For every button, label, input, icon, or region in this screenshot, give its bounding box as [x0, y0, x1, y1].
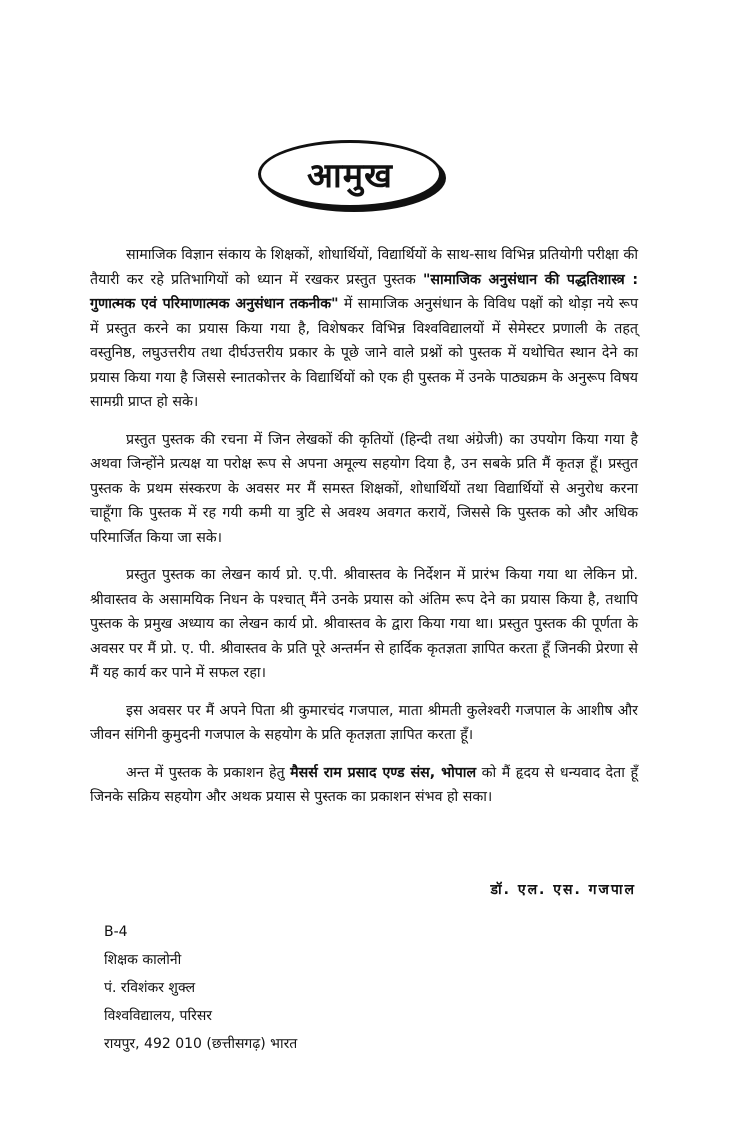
paragraph-2: प्रस्तुत पुस्तक की रचना में जिन लेखकों की कृतियों (हिन्दी तथा अंग्रेजी) का उपयोग किया गया है अथवा जिन्होंने प्रत्यक्ष या परोक्ष रूप से अपना अमूल्य सहयोग दिया है, उन सबके प्रति मैं कृतज्ञ हूँ। प्रस्तुत पुस्तक के प्रथम संस्करण के अवसर मर मैं समस्त शिक्षकों, शोधार्थियों तथा विद्यार्थियों से अनुरोध करना चाहूँगा कि पुस्तक में रह गयी कमी या त्रुटि से अवश्य अवगत करायें, जिससे कि पुस्तक को और अधिक परिमार्जित किया जा सके। [90, 431, 638, 546]
paragraph-3: प्रस्तुत पुस्तक का लेखन कार्य प्रो. ए.पी. श्रीवास्तव के निर्देशन में प्रारंभ किया गया था लेकिन प्रो. श्रीवास्तव के असामयिक निधन के पश्चात् मैंने उनके प्रयास को अंतिम रूप देने का प्रयास किया है, तथापि पुस्तक के प्रमुख अध्याय का लेखन कार्य प्रो. श्रीवास्तव के द्वारा किया गया था। प्रस्तुत पुस्तक की पूर्णता के अवसर पर मैं प्रो. ए. पी. श्रीवास्तव के प्रति पूरे अन्तर्मन से हार्दिक कृतज्ञता ज्ञापित करता हूँ जिनकी प्रेरणा से मैं यह कार्य कर पाने में सफल रहा। [90, 567, 638, 681]
preface-body [90, 243, 638, 823]
heading-badge [258, 140, 442, 208]
paragraph-1 [90, 243, 638, 415]
paragraph-5 [90, 761, 638, 810]
publisher-name: मैसर्स राम प्रसाद एण्ड संस, भोपाल [290, 764, 477, 781]
address-line-1: B-4 [104, 924, 128, 940]
page-title: आमुख [307, 156, 393, 196]
address-line-3: पं. रविशंकर शुक्ल [104, 980, 196, 996]
paragraph-5-lead: अन्त में पुस्तक के प्रकाशन हेतु [126, 764, 291, 781]
author-signature: डॉ. एल. एस. गजपाल [490, 882, 636, 898]
address-line-5: रायपुर, 492 010 (छत्तीसगढ़) भारत [104, 1036, 298, 1052]
paragraph-1-lead: सामाजिक विज्ञान संकाय के शिक्षकों, शोधार्थियों, विद्यार्थियों के साथ-साथ विभिन्न प्रतियोगी परीक्षा की तैयारी कर रहे प्रतिभागियों को ध्यान में रखकर प्रस्तुत पुस्तक [90, 247, 638, 288]
paragraph-5-rest: को मैं हृदय से धन्यवाद देता हूँ जिनके सक्रिय सहयोग और अथक प्रयास से पुस्तक का प्रकाशन संभव हो सका। [90, 764, 638, 805]
book-title: "सामाजिक अनुसंधान की पद्धतिशास्त्र : गुणात्मक एवं परिमाणात्मक अनुसंधान तकनीक" [90, 271, 638, 312]
address-line-4: विश्वविद्यालय, परिसर [104, 1008, 213, 1024]
address-line-2: शिक्षक कालोनी [104, 952, 182, 968]
author-address [104, 918, 297, 1058]
paragraph-1-rest: में सामाजिक अनुसंधान के विविध पक्षों को थोड़ा नये रूप में प्रस्तुत करने का प्रयास किया गया है, विशेषकर विभिन्न विश्वविद्यालयों में सेमेस्टर प्रणाली के तहत् वस्तुनिष्ठ, लघुउत्तरीय तथा दीर्घउत्तरीय प्रकार के पूछे जाने वाले प्रश्नों को पुस्तक में यथोचित स्थान देने का प्रयास किया गया है जिससे स्नातकोत्तर के विद्यार्थियों को एक ही पुस्तक में उनके पाठ्यक्रम के अनुरूप विषय सामग्री प्राप्त हो सके। [90, 296, 638, 410]
paragraph-4: इस अवसर पर मैं अपने पिता श्री कुमारचंद गजपाल, माता श्रीमती कुलेश्वरी गजपाल के आशीष और जीवन संगिनी कुमुदनी गजपाल के सहयोग के प्रति कृतज्ञता ज्ञापित करता हूँ। [90, 702, 638, 743]
